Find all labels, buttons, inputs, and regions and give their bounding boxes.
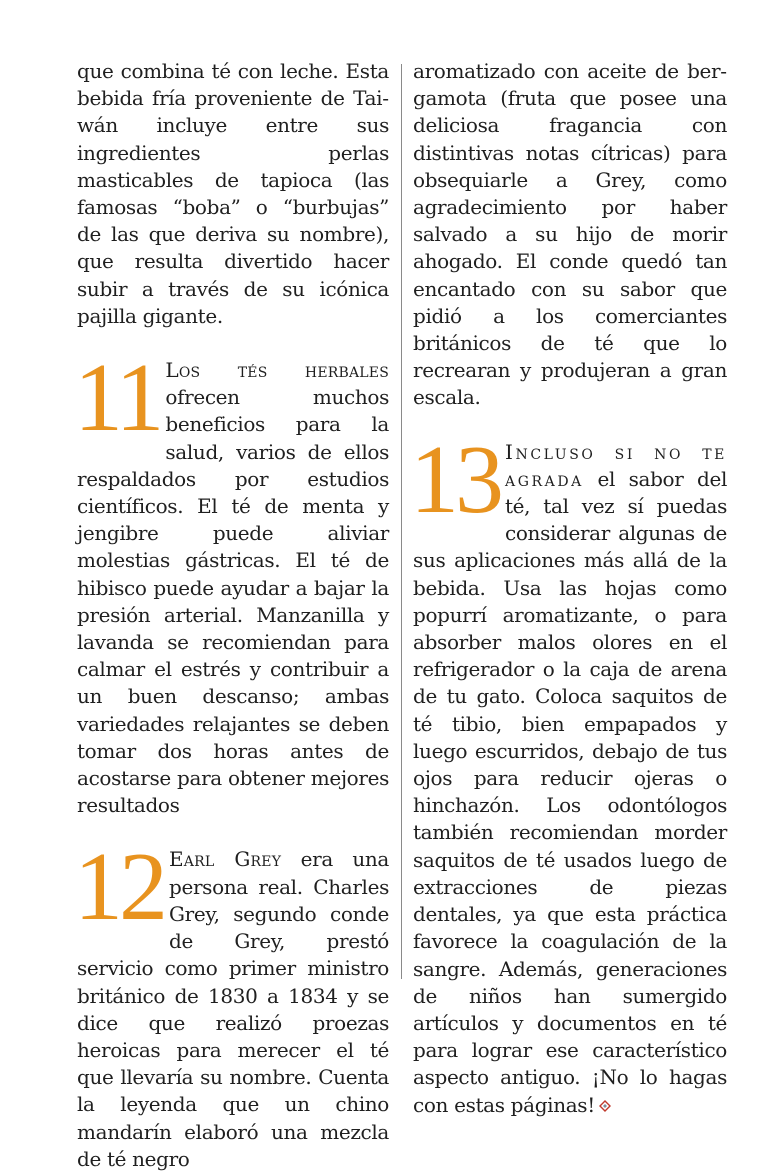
intro-paragraph: que combina té con leche. Esta bebida fría proveniente de Taiwán incluye entre sus ingredientes perlas masticables de tapioca (las famosas “boba” o “burbujas” de las que deriva su nombre), que resulta divertido hacer subir a través de su icónica pajilla gigante.: [77, 59, 389, 328]
item-11-body: ofrecen muchos beneficios para la salud, varios de ellos respaldados por estudios científicos. El té de menta y jengibre puede aliviar molestias gástricas. El té de hibisco puede ayudar a bajar la presión arterial. Manzanilla y lavanda se recomiendan para calmar el estrés y contribuir a un buen descanso; ambas variedades relajantes se deben tomar dos horas antes de acostarse para obtener mejores resultados: [77, 385, 389, 818]
item-12-continuation: aromatizado con aceite de bergamota (fruta que posee una deliciosa fragancia con distintivas notas cítricas) para obsequiarle a Grey, como agradecimiento por haber salvado a su hijo de morir ahogado. El conde quedó tan encantado con su sabor que pidió a los comerciantes británicos de té que lo recrearan y produjeran a gran escala.: [413, 59, 727, 410]
item-13-paragraph: [410, 425, 727, 1119]
item-13-lead: Incluso si no te agrada: [505, 439, 727, 491]
item-11-paragraph: [74, 344, 389, 819]
item-13-body: el sabor del té, tal vez sí puedas considerar algunas de sus aplicaciones más allá de la bebida. Usa las hojas como popurrí aromatizante, o para absorber malos olores en el refrigerador o la caja de arena de tu gato. Coloca saquitos de té tibio, bien empapados y luego escurridos, debajo de tus ojos para reducir ojeras o hinchazón. Los odontólogos también recomiendan morder saquitos de té usados luego de extracciones de piezas dentales, ya que esta práctica favorece la coagulación de la sangre. Además, generaciones de niños han sumergido artículos y documentos en té para lograr ese característico aspecto antiguo. ¡No lo hagas con estas páginas!: [413, 466, 727, 1117]
item-12-number: 12: [74, 833, 164, 942]
column-divider: [401, 64, 402, 979]
item-13-number: 13: [410, 425, 500, 534]
left-column: [74, 58, 390, 1173]
item-11-number: 11: [74, 344, 161, 453]
item-12-lead: Earl Grey: [169, 847, 282, 872]
end-mark-icon: [599, 1100, 611, 1112]
item-11-lead: Los tés herbales: [165, 358, 389, 383]
item-12-body: era una persona real. Charles Grey, segundo conde de Grey, prestó servicio como primer ministro británico de 1830 a 1834 y se dice que realizó proezas heroicas para merecer el té que llevaría su nombre. Cuenta la leyenda que un chino mandarín elaboró una mezcla de té negro: [77, 847, 390, 1171]
right-column: [410, 58, 727, 1119]
item-12-paragraph: [74, 833, 390, 1172]
